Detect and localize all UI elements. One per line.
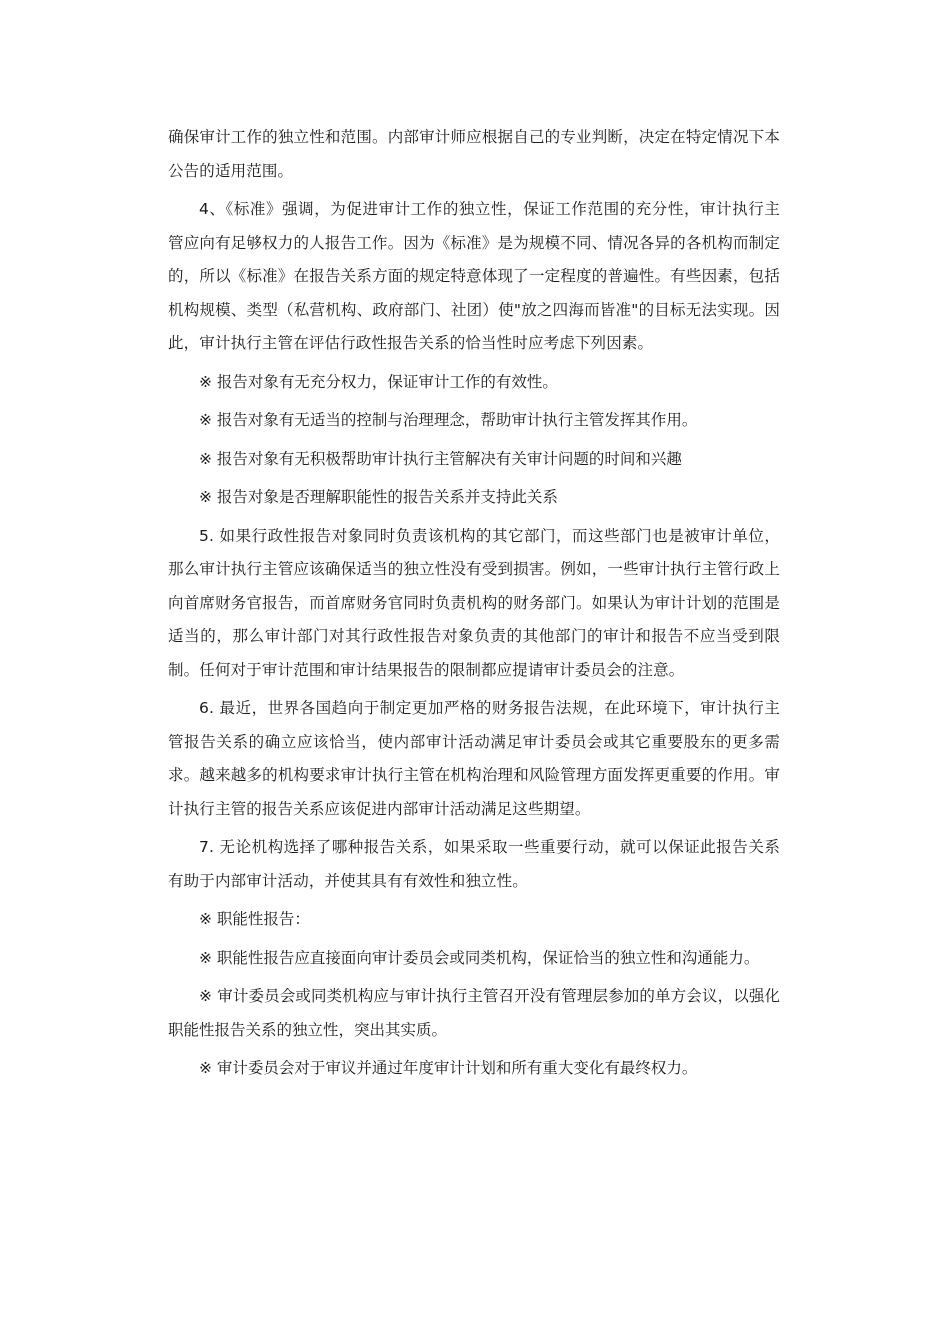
paragraph-scope-conclusion: 确保审计工作的独立性和范围。内部审计师应根据自己的专业判断，决定在特定情况下本公告的适用范围。 [168,128,780,180]
bullet-direct-to-committee: ※ 职能性报告应直接面向审计委员会或同类机构，保证恰当的独立性和沟通能力。 [199,948,760,967]
bullet-time-interest: ※ 报告对象有无积极帮助审计执行主管解决有关审计问题的时间和兴趣 [199,449,682,468]
bullet-private-sessions: ※ 审计委员会或同类机构应与审计执行主管召开没有管理层参加的单方会议，以强化职能性报告关系的独立性，突出其实质。 [168,987,780,1039]
bullet-understand-functional: ※ 报告对象是否理解职能性的报告关系并支持此关系 [199,488,558,506]
bullet-functional-reporting-heading: ※ 职能性报告： [199,910,310,928]
document-page [168,121,780,1091]
paragraph-item-5: 5. 如果行政性报告对象同时负责该机构的其它部门，而这些部门也是被审计单位，那么审计执行主管应该确保适当的独立性没有受到损害。例如，一些审计执行主管行政上向首席财务官报告，而首席财务官同时负责机构的财务部门。如果认为审计计划的范围是适当的，那么审计部门对其行政性报告对象负责的其他部门的审计和报告不应当受到限制。任何对于审计范围和审计结果报告的限制都应提请审计委员会的注意。 [168,526,780,679]
paragraph-item-4: 4、《标准》强调，为促进审计工作的独立性，保证工作范围的充分性，审计执行主管应向有足够权力的人报告工作。因为《标准》是为规模不同、情况各异的各机构而制定的，所以《标准》在报告关系方面的规定特意体现了一定程度的普遍性。有些因素，包括机构规模、类型（私营机构、政府部门、社团）使"放之四海而皆准"的目标无法实现。因此，审计执行主管在评估行政性报告关系的恰当性时应考虑下列因素。 [168,200,780,352]
paragraph-item-7: 7. 无论机构选择了哪种报告关系，如果采取一些重要行动，就可以保证此报告关系有助于内部审计活动，并使其具有有效性和独立性。 [168,838,780,890]
bullet-final-authority: ※ 审计委员会对于审议并通过年度审计计划和所有重大变化有最终权力。 [199,1059,698,1077]
paragraph-item-6: 6. 最近，世界各国趋向于制定更加严格的财务报告法规，在此环境下，审计执行主管报告关系的确立应该恰当，使内部审计活动满足审计委员会或其它重要股东的更多需求。越来越多的机构要求审计执行主管在机构治理和风险管理方面发挥更重要的作用。审计执行主管的报告关系应该促进内部审计活动满足这些期望。 [168,699,780,818]
bullet-authority: ※ 报告对象有无充分权力，保证审计工作的有效性。 [199,372,558,391]
bullet-control-philosophy: ※ 报告对象有无适当的控制与治理理念，帮助审计执行主管发挥其作用。 [199,411,698,429]
